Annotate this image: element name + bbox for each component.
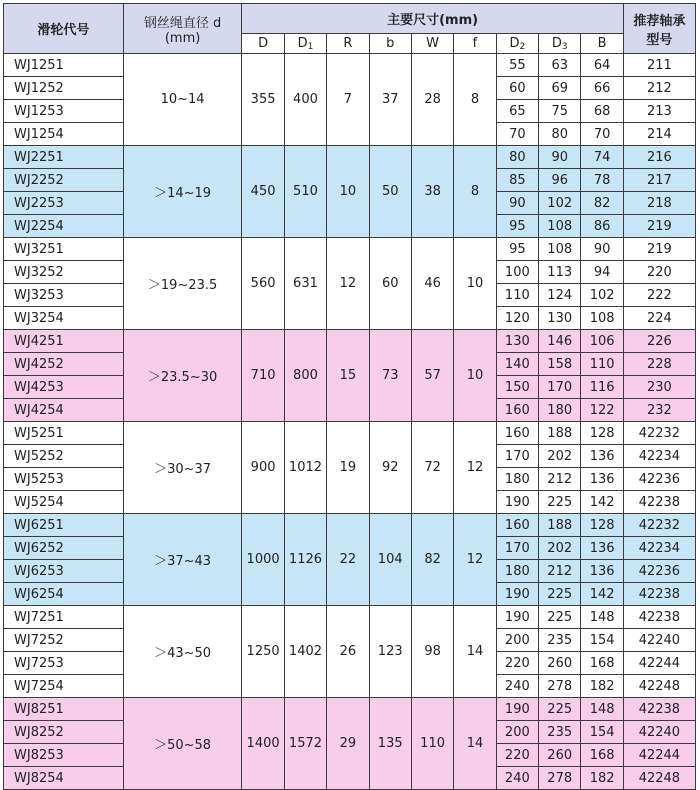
dim-B-cell: 128 <box>581 514 623 537</box>
bearing-cell: 213 <box>623 100 695 123</box>
dim-B-cell: 116 <box>581 376 623 399</box>
bearing-cell: 42244 <box>623 744 695 767</box>
dim-D2-cell: 150 <box>496 376 538 399</box>
dim-D3-cell: 235 <box>539 721 581 744</box>
dim-f-cell: 8 <box>454 54 496 146</box>
table-row <box>4 238 696 261</box>
dim-D3-cell: 188 <box>539 422 581 445</box>
dim-D2-cell: 190 <box>496 606 538 629</box>
dim-D2-cell: 220 <box>496 652 538 675</box>
bearing-cell: 219 <box>623 215 695 238</box>
bearing-cell: 216 <box>623 146 695 169</box>
dim-D2-cell: 180 <box>496 560 538 583</box>
dim-B-cell: 142 <box>581 583 623 606</box>
dim-D1-cell: 400 <box>284 54 326 146</box>
dim-b-cell: 37 <box>369 54 411 146</box>
dim-B-cell: 148 <box>581 698 623 721</box>
dim-D2-cell: 130 <box>496 330 538 353</box>
dim-D3-cell: 80 <box>539 123 581 146</box>
dim-D2-cell: 190 <box>496 698 538 721</box>
dim-f-cell: 12 <box>454 422 496 514</box>
bearing-cell: 42232 <box>623 514 695 537</box>
pulley-code-cell: WJ4252 <box>4 353 124 376</box>
dim-D1-cell: 800 <box>284 330 326 422</box>
dim-B-cell: 136 <box>581 560 623 583</box>
dim-B-cell: 106 <box>581 330 623 353</box>
dim-D2-cell: 160 <box>496 514 538 537</box>
dim-b-cell: 92 <box>369 422 411 514</box>
pulley-code-cell: WJ8254 <box>4 767 124 790</box>
dim-D2-cell: 200 <box>496 721 538 744</box>
pulley-code-cell: WJ7251 <box>4 606 124 629</box>
dim-D2-cell: 110 <box>496 284 538 307</box>
pulley-code-cell: WJ5251 <box>4 422 124 445</box>
rope-diameter-cell: ＞50~58 <box>123 698 242 790</box>
dim-D-cell: 710 <box>242 330 284 422</box>
dim-D3-cell: 146 <box>539 330 581 353</box>
dim-B-cell: 110 <box>581 353 623 376</box>
dim-D2-cell: 120 <box>496 307 538 330</box>
bearing-cell: 42248 <box>623 675 695 698</box>
dim-D3-cell: 235 <box>539 629 581 652</box>
dim-D2-cell: 85 <box>496 169 538 192</box>
dim-D2-cell: 60 <box>496 77 538 100</box>
subheader-cell: R <box>327 34 369 54</box>
dim-b-cell: 135 <box>369 698 411 790</box>
bearing-cell: 219 <box>623 238 695 261</box>
pulley-code-cell: WJ3254 <box>4 307 124 330</box>
dim-D3-cell: 124 <box>539 284 581 307</box>
dim-D3-cell: 225 <box>539 583 581 606</box>
dim-B-cell: 122 <box>581 399 623 422</box>
dim-D2-cell: 170 <box>496 537 538 560</box>
dim-D2-cell: 90 <box>496 192 538 215</box>
dim-D-cell: 1400 <box>242 698 284 790</box>
rope-diameter-cell: ＞19~23.5 <box>123 238 242 330</box>
rope-diameter-cell: ＞30~37 <box>123 422 242 514</box>
dim-B-cell: 68 <box>581 100 623 123</box>
bearing-cell: 42240 <box>623 721 695 744</box>
pulley-code-cell: WJ1251 <box>4 54 124 77</box>
rope-diameter-cell: ＞37~43 <box>123 514 242 606</box>
pulley-code-cell: WJ5253 <box>4 468 124 491</box>
dim-D3-cell: 212 <box>539 560 581 583</box>
pulley-code-cell: WJ8253 <box>4 744 124 767</box>
dim-D3-cell: 113 <box>539 261 581 284</box>
pulley-code-cell: WJ6252 <box>4 537 124 560</box>
pulley-code-cell: WJ6254 <box>4 583 124 606</box>
pulley-code-cell: WJ4251 <box>4 330 124 353</box>
pulley-code-cell: WJ7253 <box>4 652 124 675</box>
pulley-spec-table <box>3 3 696 790</box>
header-code: 滑轮代号 <box>4 4 124 54</box>
dim-f-cell: 10 <box>454 330 496 422</box>
dim-D3-cell: 225 <box>539 698 581 721</box>
dim-B-cell: 102 <box>581 284 623 307</box>
header-main-dimensions: 主要尺寸(mm) <box>242 4 623 34</box>
bearing-cell: 220 <box>623 261 695 284</box>
pulley-code-cell: WJ1254 <box>4 123 124 146</box>
subheader-cell: $D_1$ <box>284 34 326 54</box>
dim-b-cell: 50 <box>369 146 411 238</box>
bearing-cell: 228 <box>623 353 695 376</box>
dim-D2-cell: 220 <box>496 744 538 767</box>
dim-f-cell: 14 <box>454 698 496 790</box>
bearing-cell: 42238 <box>623 491 695 514</box>
pulley-code-cell: WJ2254 <box>4 215 124 238</box>
dim-D1-cell: 1572 <box>284 698 326 790</box>
dim-B-cell: 182 <box>581 767 623 790</box>
dim-D3-cell: 108 <box>539 215 581 238</box>
dim-D3-cell: 75 <box>539 100 581 123</box>
table-row <box>4 514 696 537</box>
bearing-cell: 42236 <box>623 468 695 491</box>
dim-B-cell: 142 <box>581 491 623 514</box>
dim-D2-cell: 100 <box>496 261 538 284</box>
dim-D3-cell: 158 <box>539 353 581 376</box>
subheader-cell: $D_3$ <box>539 34 581 54</box>
dim-b-cell: 104 <box>369 514 411 606</box>
dim-R-cell: 26 <box>327 606 369 698</box>
dim-D-cell: 450 <box>242 146 284 238</box>
dim-B-cell: 154 <box>581 629 623 652</box>
dim-D3-cell: 102 <box>539 192 581 215</box>
dim-D2-cell: 95 <box>496 238 538 261</box>
dim-D2-cell: 170 <box>496 445 538 468</box>
bearing-cell: 42244 <box>623 652 695 675</box>
pulley-code-cell: WJ4254 <box>4 399 124 422</box>
bearing-cell: 42232 <box>623 422 695 445</box>
bearing-cell: 218 <box>623 192 695 215</box>
dim-D3-cell: 170 <box>539 376 581 399</box>
pulley-code-cell: WJ2251 <box>4 146 124 169</box>
bearing-cell: 42238 <box>623 583 695 606</box>
bearing-cell: 42234 <box>623 537 695 560</box>
pulley-code-cell: WJ3251 <box>4 238 124 261</box>
dim-D3-cell: 90 <box>539 146 581 169</box>
pulley-code-cell: WJ6251 <box>4 514 124 537</box>
table-row <box>4 698 696 721</box>
dim-W-cell: 46 <box>411 238 453 330</box>
dim-D1-cell: 510 <box>284 146 326 238</box>
dim-D3-cell: 202 <box>539 445 581 468</box>
table-header <box>4 4 696 54</box>
dim-B-cell: 66 <box>581 77 623 100</box>
dim-D2-cell: 240 <box>496 675 538 698</box>
dim-D-cell: 355 <box>242 54 284 146</box>
dim-D3-cell: 63 <box>539 54 581 77</box>
bearing-cell: 42248 <box>623 767 695 790</box>
dim-D2-cell: 70 <box>496 123 538 146</box>
dim-B-cell: 182 <box>581 675 623 698</box>
dim-R-cell: 7 <box>327 54 369 146</box>
table-row <box>4 54 696 77</box>
dim-W-cell: 82 <box>411 514 453 606</box>
dim-B-cell: 148 <box>581 606 623 629</box>
subheader-cell: W <box>411 34 453 54</box>
dim-B-cell: 78 <box>581 169 623 192</box>
dim-R-cell: 19 <box>327 422 369 514</box>
bearing-cell: 217 <box>623 169 695 192</box>
dim-B-cell: 94 <box>581 261 623 284</box>
dim-B-cell: 136 <box>581 468 623 491</box>
dim-D3-cell: 278 <box>539 767 581 790</box>
dim-R-cell: 15 <box>327 330 369 422</box>
dim-D2-cell: 65 <box>496 100 538 123</box>
bearing-cell: 42234 <box>623 445 695 468</box>
dim-b-cell: 123 <box>369 606 411 698</box>
dim-B-cell: 70 <box>581 123 623 146</box>
dim-D2-cell: 80 <box>496 146 538 169</box>
dim-B-cell: 86 <box>581 215 623 238</box>
dim-D3-cell: 202 <box>539 537 581 560</box>
dim-f-cell: 12 <box>454 514 496 606</box>
dim-D3-cell: 96 <box>539 169 581 192</box>
dim-B-cell: 168 <box>581 744 623 767</box>
bearing-cell: 211 <box>623 54 695 77</box>
dim-W-cell: 38 <box>411 146 453 238</box>
rope-diameter-cell: ＞23.5~30 <box>123 330 242 422</box>
bearing-cell: 212 <box>623 77 695 100</box>
dim-f-cell: 8 <box>454 146 496 238</box>
dim-W-cell: 57 <box>411 330 453 422</box>
dim-W-cell: 98 <box>411 606 453 698</box>
dim-D-cell: 560 <box>242 238 284 330</box>
dim-D3-cell: 260 <box>539 652 581 675</box>
dim-D2-cell: 55 <box>496 54 538 77</box>
dim-B-cell: 168 <box>581 652 623 675</box>
dim-D3-cell: 180 <box>539 399 581 422</box>
pulley-code-cell: WJ7254 <box>4 675 124 698</box>
pulley-code-cell: WJ1253 <box>4 100 124 123</box>
dim-D-cell: 1000 <box>242 514 284 606</box>
table-row <box>4 146 696 169</box>
dim-D2-cell: 95 <box>496 215 538 238</box>
bearing-cell: 42238 <box>623 698 695 721</box>
subheader-cell: $D_2$ <box>496 34 538 54</box>
header-bearing: 推荐轴承 型号 <box>623 4 695 54</box>
dim-B-cell: 74 <box>581 146 623 169</box>
table-row <box>4 422 696 445</box>
dim-D1-cell: 1012 <box>284 422 326 514</box>
dim-D2-cell: 160 <box>496 422 538 445</box>
dim-D3-cell: 108 <box>539 238 581 261</box>
bearing-cell: 224 <box>623 307 695 330</box>
dim-B-cell: 136 <box>581 537 623 560</box>
dim-B-cell: 64 <box>581 54 623 77</box>
pulley-code-cell: WJ2252 <box>4 169 124 192</box>
dim-D2-cell: 180 <box>496 468 538 491</box>
pulley-code-cell: WJ8251 <box>4 698 124 721</box>
dim-D3-cell: 212 <box>539 468 581 491</box>
pulley-code-cell: WJ1252 <box>4 77 124 100</box>
rope-diameter-cell: ＞43~50 <box>123 606 242 698</box>
rope-diameter-cell: 10~14 <box>123 54 242 146</box>
dim-B-cell: 154 <box>581 721 623 744</box>
bearing-cell: 214 <box>623 123 695 146</box>
bearing-cell: 42238 <box>623 606 695 629</box>
bearing-cell: 232 <box>623 399 695 422</box>
bearing-cell: 230 <box>623 376 695 399</box>
bearing-cell: 42236 <box>623 560 695 583</box>
table-body <box>4 54 696 790</box>
dim-B-cell: 108 <box>581 307 623 330</box>
table-row <box>4 606 696 629</box>
dim-W-cell: 72 <box>411 422 453 514</box>
header-rope-diameter: 钢丝绳直径 d (mm) <box>123 4 242 54</box>
dim-B-cell: 82 <box>581 192 623 215</box>
bearing-cell: 226 <box>623 330 695 353</box>
dim-f-cell: 14 <box>454 606 496 698</box>
dim-W-cell: 28 <box>411 54 453 146</box>
pulley-code-cell: WJ8252 <box>4 721 124 744</box>
subheader-cell: b <box>369 34 411 54</box>
dim-D-cell: 900 <box>242 422 284 514</box>
subheader-cell: f <box>454 34 496 54</box>
dim-D2-cell: 240 <box>496 767 538 790</box>
dim-D2-cell: 140 <box>496 353 538 376</box>
subheader-cell: B <box>581 34 623 54</box>
pulley-code-cell: WJ3252 <box>4 261 124 284</box>
dim-b-cell: 60 <box>369 238 411 330</box>
dim-D3-cell: 188 <box>539 514 581 537</box>
rope-diameter-cell: ＞14~19 <box>123 146 242 238</box>
dim-R-cell: 22 <box>327 514 369 606</box>
dim-D2-cell: 160 <box>496 399 538 422</box>
dim-B-cell: 90 <box>581 238 623 261</box>
dim-D3-cell: 278 <box>539 675 581 698</box>
dim-R-cell: 10 <box>327 146 369 238</box>
subheader-cell: D <box>242 34 284 54</box>
dim-R-cell: 29 <box>327 698 369 790</box>
dim-f-cell: 10 <box>454 238 496 330</box>
dim-D3-cell: 130 <box>539 307 581 330</box>
dim-R-cell: 12 <box>327 238 369 330</box>
dim-D-cell: 1250 <box>242 606 284 698</box>
dim-B-cell: 136 <box>581 445 623 468</box>
dim-D1-cell: 1126 <box>284 514 326 606</box>
dim-D3-cell: 260 <box>539 744 581 767</box>
pulley-code-cell: WJ5252 <box>4 445 124 468</box>
table-row <box>4 330 696 353</box>
dim-D3-cell: 225 <box>539 491 581 514</box>
dim-D3-cell: 225 <box>539 606 581 629</box>
dim-W-cell: 110 <box>411 698 453 790</box>
bearing-cell: 42240 <box>623 629 695 652</box>
dim-D2-cell: 190 <box>496 491 538 514</box>
dim-D2-cell: 200 <box>496 629 538 652</box>
dim-D2-cell: 190 <box>496 583 538 606</box>
dim-D3-cell: 69 <box>539 77 581 100</box>
dim-D1-cell: 631 <box>284 238 326 330</box>
pulley-code-cell: WJ4253 <box>4 376 124 399</box>
dim-B-cell: 128 <box>581 422 623 445</box>
dim-D1-cell: 1402 <box>284 606 326 698</box>
pulley-code-cell: WJ5254 <box>4 491 124 514</box>
pulley-code-cell: WJ2253 <box>4 192 124 215</box>
pulley-code-cell: WJ3253 <box>4 284 124 307</box>
pulley-code-cell: WJ7252 <box>4 629 124 652</box>
bearing-cell: 222 <box>623 284 695 307</box>
dim-b-cell: 73 <box>369 330 411 422</box>
pulley-code-cell: WJ6253 <box>4 560 124 583</box>
